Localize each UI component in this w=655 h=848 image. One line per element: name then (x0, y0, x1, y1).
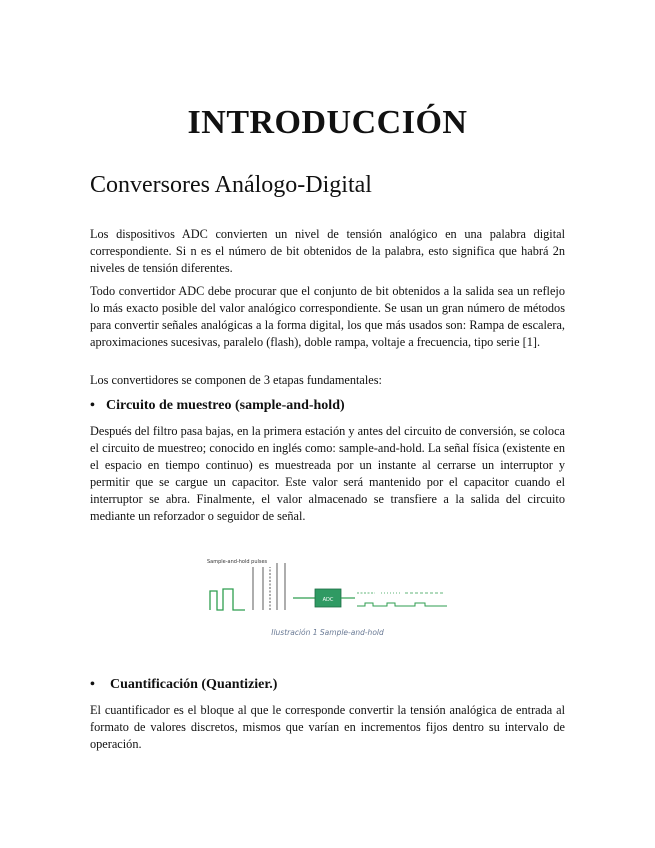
bullet-text: Circuito de muestreo (sample-and-hold) (106, 398, 345, 413)
input-signal (210, 589, 245, 610)
sample-and-hold-diagram (205, 553, 455, 613)
diagram-inset-label: Sample-and-hold pulses (207, 559, 268, 565)
paragraph-stages: Los convertidores se componen de 3 etapas fundamentales: (90, 373, 382, 387)
paragraph-adc-methods: Todo convertidor ADC debe procurar que el conjunto de bit obtenidos a la salida sea un reflejo lo más exacto posible del valor analógico correspondiente. Se usan un gran número de métodos para convertir señales analógicas a la forma digital, los que más usados son: Rampa de escalera, aproximaciones sucesivas, paralelo (flash), doble rampa, voltaje a frecuencia, tipo serie [1]. (90, 284, 565, 349)
page-title: INTRODUCCIÓN (187, 104, 468, 141)
paragraph-quantization: El cuantificador es el bloque al que le corresponde convertir la tensión analógica de entrada al formato de valores discretos, mismos que varían en incrementos fijos dentro su intervalo de operación. (90, 703, 565, 751)
bullet-text: Cuantificación (Quantizier.) (110, 677, 278, 692)
bullet-quantization (90, 677, 277, 693)
section-heading: Conversores Análogo-Digital (90, 172, 372, 198)
bullet-marker: • (90, 677, 95, 692)
adc-block-label: ADC (322, 597, 334, 603)
paragraph-adc-intro: Los dispositivos ADC convierten un nivel de tensión analógico en una palabra digital correspondiente. Si n es el número de bit obtenidos de la palabra, esto significa que habrá 2n niveles de tensión diferentes. (90, 227, 565, 275)
digital-output (357, 603, 447, 606)
paragraph-sample-and-hold: Después del filtro pasa bajas, en la primera estación y antes del circuito de conversión, se coloca el circuito de muestreo; conocido en inglés como: sample-and-hold. La señal física (existente en el espacio en tiempo continuo) es muestreada por un instante al cerrarse un interruptor y permitir que se cargue un capacitor. Este valor será mantenido por el capacitor cuando el interruptor se abra. Finalmente, el valor almacenado se transfiere a la salida del circuito mediante un reforzador o seguidor de señal. (90, 424, 565, 523)
bullet-marker: • (90, 398, 95, 413)
bullet-sample-and-hold (90, 398, 345, 414)
figure-caption: Ilustración 1 Sample-and-hold (271, 628, 384, 637)
